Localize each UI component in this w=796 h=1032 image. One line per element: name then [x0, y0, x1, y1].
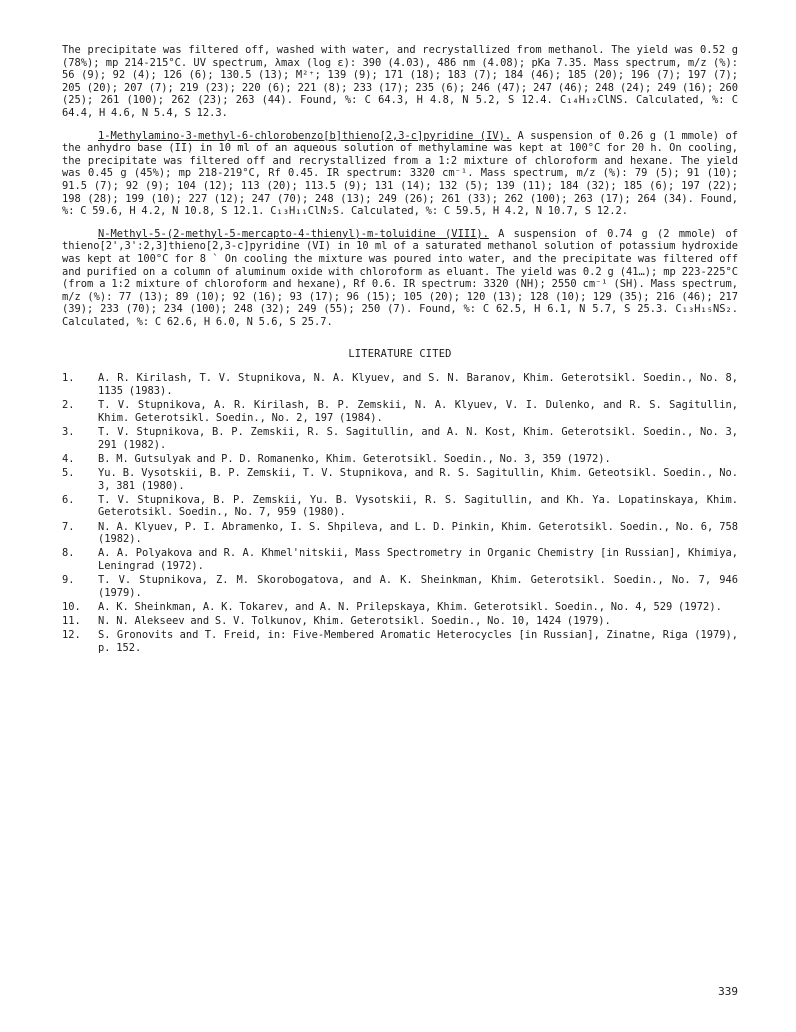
reference-text: A. R. Kirilash, T. V. Stupnikova, N. A. Klyuev, and S. N. Baranov, Khim. Geterotsikl. Soedin., No. 8, 1135 (1983).: [98, 372, 738, 398]
reference-item: [62, 629, 738, 654]
page-number: 339: [718, 985, 738, 998]
reference-text: T. V. Stupnikova, B. P. Zemskii, R. S. Sagitullin, and A. N. Kost, Khim. Geterotsikl. Soedin., No. 3, 291 (1982).: [98, 426, 738, 451]
reference-number: 4.: [62, 452, 75, 465]
reference-list: [62, 372, 738, 654]
reference-item: [62, 467, 738, 492]
reference-number: 6.: [62, 493, 75, 506]
compound-viii-title: N-Methyl-5-(2-methyl-5-mercapto-4-thienyl)-m-toluidine (VIII).: [98, 227, 489, 240]
reference-item: [62, 601, 738, 614]
reference-number: 9.: [62, 574, 75, 587]
reference-number: 3.: [62, 426, 75, 439]
literature-heading: LITERATURE CITED: [348, 348, 452, 361]
reference-item: [62, 399, 738, 424]
reference-number: 1.: [62, 372, 75, 385]
reference-number: 7.: [62, 520, 75, 533]
reference-number: 8.: [62, 547, 75, 560]
reference-text: S. Gronovits and T. Freid, in: Five-Membered Aromatic Heterocycles [in Russian], Zinatne, Riga (1979), p. 152.: [98, 629, 738, 654]
reference-text: A. K. Sheinkman, A. K. Tokarev, and A. N. Prilepskaya, Khim. Geterotsikl. Soedin., No. 4, 529 (1972).: [98, 600, 722, 613]
reference-item: [62, 453, 738, 466]
paragraph-text: A suspension of 0.74 g (2 mmole) of thieno[2',3':2,3]thieno[2,3-c]pyridine (VI) in 10 ml of a saturated methanol solution of potassium hydroxide was kept at 100°C for 8 ` On cooling the mixture was poured into water, and the precipitate was filtered off and purified on a column of aluminum oxide with chloroform as eluant. The yield was 0.2 g (41…); mp 223-225°C (from a 1:2 mixture of chloroform and hexane), Rf 0.6. IR spectrum: 3320 (NH); 2550 cm⁻¹ (SH). Mass spectrum, m/z (%): 77 (13); 89 (10); 92 (16); 93 (17); 96 (15); 105 (20); 120 (13); 128 (10); 129 (35); 216 (46); 217 (39); 233 (70); 234 (100); 248 (32); 249 (55); 250 (7). Found, %: C 62.5, H 6.1, N 5.7, S 25.3. C₁₃H₁₅NS₂. Calculated, %: C 62.6, H 6.0, N 5.6, S 25.7.: [62, 227, 738, 328]
paragraph-text: A suspension of 0.26 g (1 mmole) of the anhydro base (II) in 10 ml of an aqueous solution of methylamine was kept at 100°C for 20 h. On cooling, the precipitate was filtered off and recrystallized from a 1:2 mixture of chloroform and hexane. The yield was 0.45 g (45%); mp 218-219°C, Rf 0.45. IR spectrum: 3320 cm⁻¹. Mass spectrum, m/z (%): 79 (5); 91 (10); 91.5 (7); 92 (9); 104 (12); 113 (20); 113.5 (9); 131 (14); 132 (5); 139 (11); 184 (32); 185 (6); 197 (22); 198 (28); 199 (10); 227 (12); 247 (70); 248 (13); 249 (26); 261 (33); 262 (100); 263 (17); 264 (34). Found, %: C 59.6, H 4.2, N 10.8, S 12.1. C₁₃H₁₁ClN₂S. Calculated, %: C 59.5, H 4.2, N 10.7, S 12.2.: [62, 129, 738, 218]
page-content: [62, 44, 738, 656]
paragraph-text: The precipitate was filtered off, washed with water, and recrystallized from methanol. The yield was 0.52 g (78%); mp 214-215°C. UV spectrum, λmax (log ε): 390 (4.03), 486 nm (4.08); pKa 7.35. Mass spectrum, m/z (%): 56 (9); 92 (4); 126 (6); 130.5 (13); M²⁺; 139 (9); 171 (18); 183 (7); 184 (46); 185 (20); 196 (7); 197 (7); 205 (20); 207 (7); 219 (23); 220 (6); 221 (8); 233 (17); 235 (6); 246 (47); 247 (46); 248 (24); 249 (16); 260 (25); 261 (100); 262 (23); 263 (44). Found, %: C 64.3, H 4.8, N 5.2, S 12.4. C₁₄H₁₂ClNS. Calculated, %: C 64.4, H 4.6, N 5.4, S 12.3.: [62, 44, 738, 119]
paragraph-results-continued: [62, 44, 738, 120]
reference-number: 2.: [62, 399, 75, 412]
reference-number: 5.: [62, 467, 75, 479]
reference-number: 11.: [62, 615, 81, 628]
reference-text: T. V. Stupnikova, A. R. Kirilash, B. P. Zemskii, N. A. Klyuev, V. I. Dulenko, and R. S. Sagitullin, Khim. Geterotsikl. Soedin., No. 2, 197 (1984).: [98, 399, 738, 424]
reference-item: [62, 615, 738, 628]
reference-item: [62, 494, 738, 519]
compound-iv-title: 1-Methylamino-3-methyl-6-chlorobenzo[b]thieno[2,3-c]pyridine (IV).: [98, 129, 512, 142]
reference-number: 12.: [62, 629, 81, 642]
reference-text: N. A. Klyuev, P. I. Abramenko, I. S. Shpileva, and L. D. Pinkin, Khim. Geterotsikl. Soedin., No. 6, 758 (1982).: [98, 520, 738, 546]
reference-text: N. N. Alekseev and S. V. Tolkunov, Khim. Geterotsikl. Soedin., No. 10, 1424 (1979).: [98, 615, 611, 628]
paragraph-compound-iv: [62, 130, 738, 218]
reference-text: A. A. Polyakova and R. A. Khmel'nitskii, Mass Spectrometry in Organic Chemistry [in Russian], Khimiya, Leningrad (1972).: [98, 547, 738, 572]
reference-text: Yu. B. Vysotskii, B. P. Zemskii, T. V. Stupnikova, and R. S. Sagitullin, Khim. Geteotsikl. Soedin., No. 3, 381 (1980).: [98, 467, 738, 492]
paragraph-compound-viii: [62, 228, 738, 329]
reference-item: [62, 521, 738, 546]
reference-text: T. V. Stupnikova, B. P. Zemskii, Yu. B. Vysotskii, R. S. Sagitullin, and Kh. Ya. Lopatinskaya, Khim. Geterotsikl. Soedin., No. 7, 959 (1980).: [98, 493, 738, 519]
reference-number: 10.: [62, 600, 81, 613]
reference-item: [62, 426, 738, 451]
reference-text: T. V. Stupnikova, Z. M. Skorobogatova, and A. K. Sheinkman, Khim. Geterotsikl. Soedin., No. 7, 946 (1979).: [98, 574, 738, 599]
reference-text: B. M. Gutsulyak and P. D. Romanenko, Khim. Geterotsikl. Soedin., No. 3, 359 (1972).: [98, 452, 611, 465]
reference-item: [62, 372, 738, 397]
reference-item: [62, 547, 738, 572]
reference-item: [62, 574, 738, 599]
